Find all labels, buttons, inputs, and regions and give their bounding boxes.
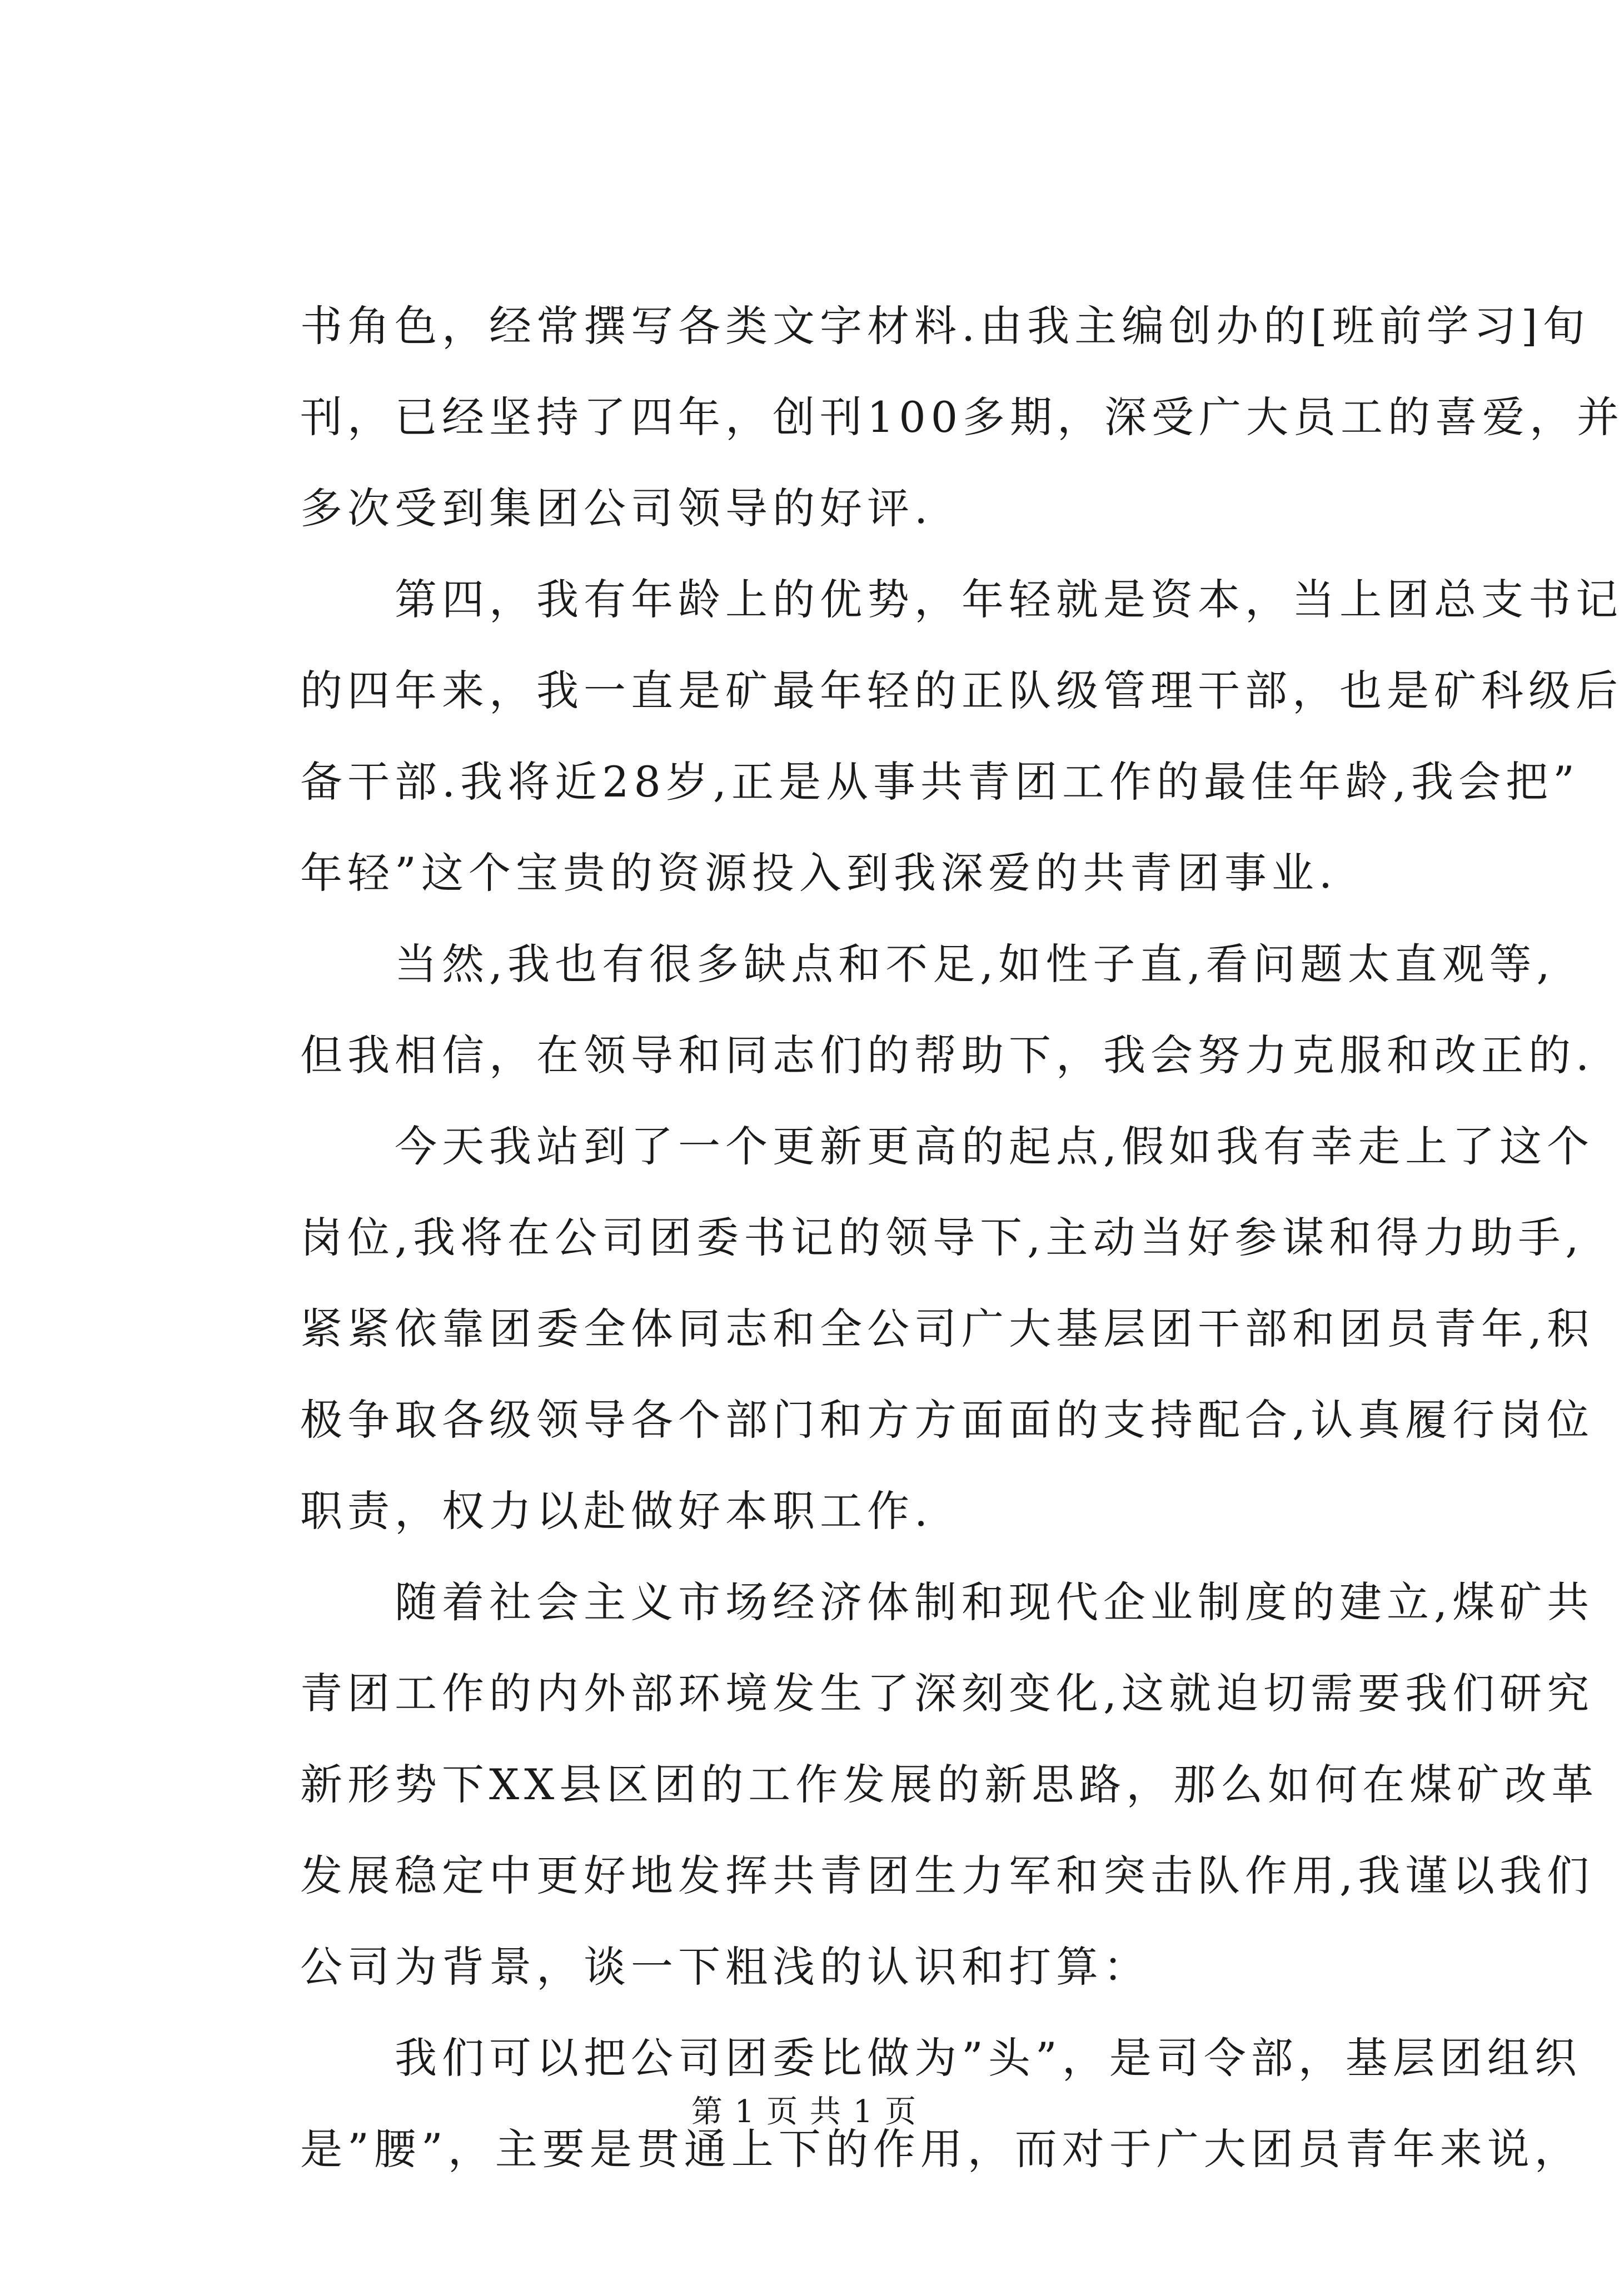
text-line: 第四，我有年龄上的优势，年轻就是资本，当上团总支书记 bbox=[395, 575, 1623, 624]
text-line: 当然,我也有很多缺点和不足,如性子直,看问题太直观等, bbox=[395, 939, 1555, 989]
text-line: 书角色，经常撰写各类文字材料.由我主编创办的[班前学习]旬 bbox=[300, 301, 1590, 351]
text-line: 的四年来，我一直是矿最年轻的正队级管理干部，也是矿科级后 bbox=[300, 666, 1623, 715]
text-line: 职责，权力以赴做好本职工作. bbox=[300, 1486, 933, 1536]
text-line: 新形势下XX县区团的工作发展的新思路，那么如何在煤矿改革 bbox=[300, 1760, 1599, 1809]
text-line: 岗位,我将在公司团委书记的领导下,主动当好参谋和得力助手, bbox=[300, 1213, 1584, 1262]
text-line: 今天我站到了一个更新更高的起点,假如我有幸走上了这个 bbox=[395, 1122, 1595, 1171]
text-line: 发展稳定中更好地发挥共青团生力军和突击队作用,我谨以我们 bbox=[300, 1851, 1595, 1900]
text-line: 青团工作的内外部环境发生了深刻变化,这就迫切需要我们研究 bbox=[300, 1669, 1595, 1718]
text-line: 是”腰”，主要是贯通上下的作用，而对于广大团员青年来说， bbox=[300, 2124, 1582, 2174]
text-line: 随着社会主义市场经济体制和现代企业制度的建立,煤矿共 bbox=[395, 1577, 1595, 1627]
text-line: 但我相信，在领导和同志们的帮助下，我会努力克服和改正的. bbox=[300, 1031, 1595, 1080]
body-text bbox=[300, 281, 1624, 2195]
text-line: 极争取各级领导各个部门和方方面面的支持配合,认真履行岗位 bbox=[300, 1395, 1595, 1445]
text-line: 我们可以把公司团委比做为”头”，是司令部，基层团组织 bbox=[395, 2033, 1582, 2083]
text-line: 公司为背景，谈一下粗浅的认识和打算： bbox=[300, 1942, 1150, 1992]
page-footer: 第 1 页 共 1 页 bbox=[691, 2094, 918, 2130]
text-line: 刊，已经坚持了四年，创刊100多期，深受广大员工的喜爱，并 bbox=[300, 392, 1624, 442]
text-line: 年轻”这个宝贵的资源投入到我深爱的共青团事业. bbox=[300, 848, 1338, 898]
text-line: 备干部.我将近28岁,正是从事共青团工作的最佳年龄,我会把” bbox=[300, 757, 1580, 807]
text-line: 多次受到集团公司领导的好评. bbox=[300, 484, 933, 533]
text-line: 紧紧依靠团委全体同志和全公司广大基层团干部和团员青年,积 bbox=[300, 1304, 1595, 1353]
